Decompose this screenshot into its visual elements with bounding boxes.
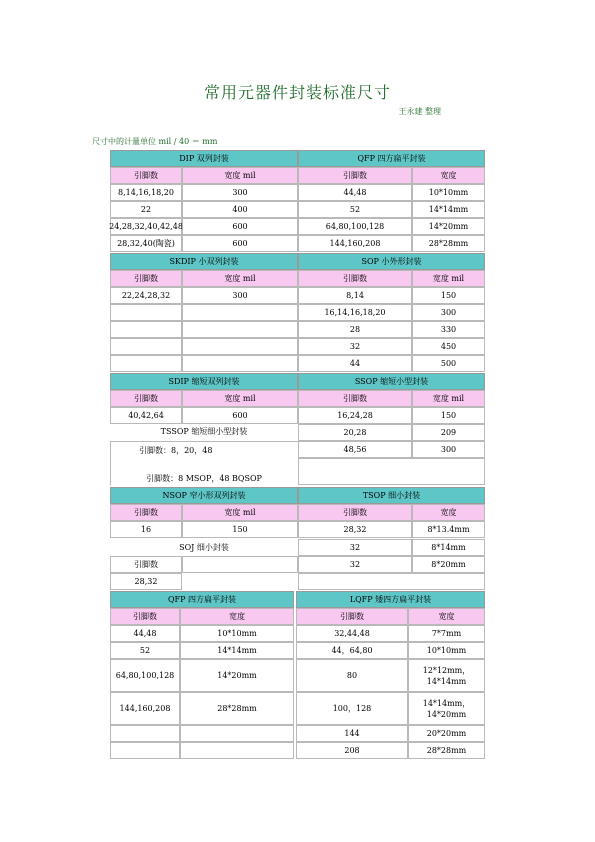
table-cell-empty: [110, 338, 182, 355]
table-cell: 48,56: [298, 441, 412, 458]
table-cell: 12*12mm，14*14mm: [408, 659, 485, 692]
table-cell-empty: [182, 338, 298, 355]
table-cell-empty: [182, 556, 298, 573]
sop-title: SOP 小外形封装: [298, 253, 485, 270]
ssop-header-width: 宽度 mil: [412, 390, 485, 407]
table-cell: 208: [296, 742, 408, 759]
tsop-header-pins: 引脚数: [298, 504, 412, 521]
table-cell: 300: [182, 287, 298, 304]
sop-header-pins: 引脚数: [298, 270, 412, 287]
table-cell: 8,14: [298, 287, 412, 304]
table-cell: 150: [412, 287, 485, 304]
table-cell: 209: [412, 424, 485, 441]
table-cell: 400: [182, 201, 298, 218]
table-cell: 144,160,208: [110, 692, 180, 725]
table-cell: 14*14mm: [412, 201, 485, 218]
table-cell: 20*20mm: [408, 725, 485, 742]
dip-header-pins: 引脚数: [110, 167, 182, 184]
table-cell: 150: [182, 521, 298, 538]
dip-title: DIP 双列封装: [110, 150, 298, 167]
table-cell-empty: [298, 573, 485, 590]
skdip-header-width: 宽度 mil: [182, 270, 298, 287]
table-cell-empty: [298, 458, 485, 485]
nsop-header-pins: 引脚数: [110, 504, 182, 521]
table-cell-empty: [180, 725, 294, 742]
table-cell: 28,32,40(陶瓷): [110, 235, 182, 252]
table-cell: 44,48: [298, 184, 412, 201]
author: 王永建 整理: [398, 107, 441, 116]
table-cell: 80: [296, 659, 408, 692]
qfp2-header-pins: 引脚数: [110, 608, 180, 625]
table-cell: 8,14,16,18,20: [110, 184, 182, 201]
table-cell: 28,32: [298, 521, 412, 538]
table-cell: 600: [182, 218, 298, 235]
qfp1-header-pins: 引脚数: [298, 167, 412, 184]
table-cell: 16: [110, 521, 182, 538]
table-cell: 32: [298, 556, 412, 573]
table-cell-empty: [110, 355, 182, 372]
lqfp-header-width: 宽度: [408, 608, 485, 625]
table-cell: 44，64,80: [296, 642, 408, 659]
table-cell-empty: [110, 321, 182, 338]
table-cell: 32: [298, 338, 412, 355]
table-cell: 500: [412, 355, 485, 372]
qfp1-title: QFP 四方扁平封装: [298, 150, 485, 167]
table-cell: 52: [298, 201, 412, 218]
table-cell: 10*10mm: [408, 642, 485, 659]
soj-header-pins: 引脚数: [110, 556, 182, 573]
sdip-header-pins: 引脚数: [110, 390, 182, 407]
table-cell: 64,80,100,128: [298, 218, 412, 235]
table-cell: 64,80,100,128: [110, 659, 180, 692]
tssop-more: 引脚数：8 MSOP，48 BQSOP: [146, 474, 262, 483]
table-cell: 8*14mm: [412, 539, 485, 556]
ssop-header-pins: 引脚数: [298, 390, 412, 407]
table-cell: 600: [182, 235, 298, 252]
table-cell: 14*14mm，14*20mm: [408, 692, 485, 725]
lqfp-title: LQFP 矮四方扁平封装: [296, 591, 485, 608]
qfp2-title: QFP 四方扁平封装: [110, 591, 294, 608]
table-cell: 450: [412, 338, 485, 355]
table-cell: 28: [298, 321, 412, 338]
skdip-title: SKDIP 小双列封装: [110, 253, 298, 270]
table-cell: 8*13.4mm: [412, 521, 485, 538]
soj-title: SOJ 细小封装: [179, 543, 229, 552]
table-cell-empty: [182, 355, 298, 372]
table-cell: 300: [412, 304, 485, 321]
table-cell: 10*10mm: [412, 184, 485, 201]
table-cell: 7*7mm: [408, 625, 485, 642]
table-cell: 52: [110, 642, 180, 659]
table-cell: 24,28,32,40,42,48: [110, 218, 182, 235]
qfp2-header-width: 宽度: [180, 608, 294, 625]
page-title: 常用元器件封装标准尺寸: [203, 83, 391, 102]
table-cell: 300: [412, 441, 485, 458]
table-cell-empty: [180, 742, 294, 759]
nsop-header-width: 宽度 mil: [182, 504, 298, 521]
qfp1-header-width: 宽度: [412, 167, 485, 184]
lqfp-header-pins: 引脚数: [296, 608, 408, 625]
table-cell: 16,24,28: [298, 407, 412, 424]
table-cell-empty: [110, 725, 180, 742]
tssop-pins: 引脚数：8，20，48: [110, 441, 298, 485]
table-cell: 32: [298, 539, 412, 556]
table-cell: 150: [412, 407, 485, 424]
unit-note: 尺寸中的计量单位 mil / 40 ＝ mm: [92, 137, 218, 146]
ssop-title: SSOP 缩短小型封装: [298, 373, 485, 390]
dip-header-width: 宽度 mil: [182, 167, 298, 184]
table-cell-empty: [182, 321, 298, 338]
table-cell: 28*28mm: [408, 742, 485, 759]
table-cell: 28*28mm: [412, 235, 485, 252]
table-cell: 16,14,16,18,20: [298, 304, 412, 321]
table-cell: 600: [182, 407, 298, 424]
table-cell: 44,48: [110, 625, 180, 642]
sdip-header-width: 宽度 mil: [182, 390, 298, 407]
table-cell: 144,160,208: [298, 235, 412, 252]
table-cell: 44: [298, 355, 412, 372]
sop-header-width: 宽度 mil: [412, 270, 485, 287]
table-cell: 32,44,48: [296, 625, 408, 642]
table-cell: 144: [296, 725, 408, 742]
nsop-title: NSOP 窄小形双列封装: [110, 487, 298, 504]
tsop-title: TSOP 细小封装: [298, 487, 485, 504]
table-cell-empty: [110, 304, 182, 321]
skdip-header-pins: 引脚数: [110, 270, 182, 287]
tsop-header-width: 宽度: [412, 504, 485, 521]
table-cell: 22: [110, 201, 182, 218]
tssop-title: TSSOP 缩短细小型封装: [160, 427, 248, 436]
table-cell: 100，128: [296, 692, 408, 725]
table-cell-empty: [182, 304, 298, 321]
table-cell: 300: [182, 184, 298, 201]
soj-value: 28,32: [110, 573, 182, 590]
sdip-title: SDIP 缩短双列封装: [110, 373, 298, 390]
table-cell: 14*20mm: [180, 659, 294, 692]
table-cell: 20,28: [298, 424, 412, 441]
table-cell-empty: [110, 742, 180, 759]
table-cell: 330: [412, 321, 485, 338]
table-cell: 22,24,28,32: [110, 287, 182, 304]
table-cell: 8*20mm: [412, 556, 485, 573]
table-cell: 14*20mm: [412, 218, 485, 235]
table-cell: 40,42,64: [110, 407, 182, 424]
table-cell: 10*10mm: [180, 625, 294, 642]
table-cell: 14*14mm: [180, 642, 294, 659]
table-cell: 28*28mm: [180, 692, 294, 725]
